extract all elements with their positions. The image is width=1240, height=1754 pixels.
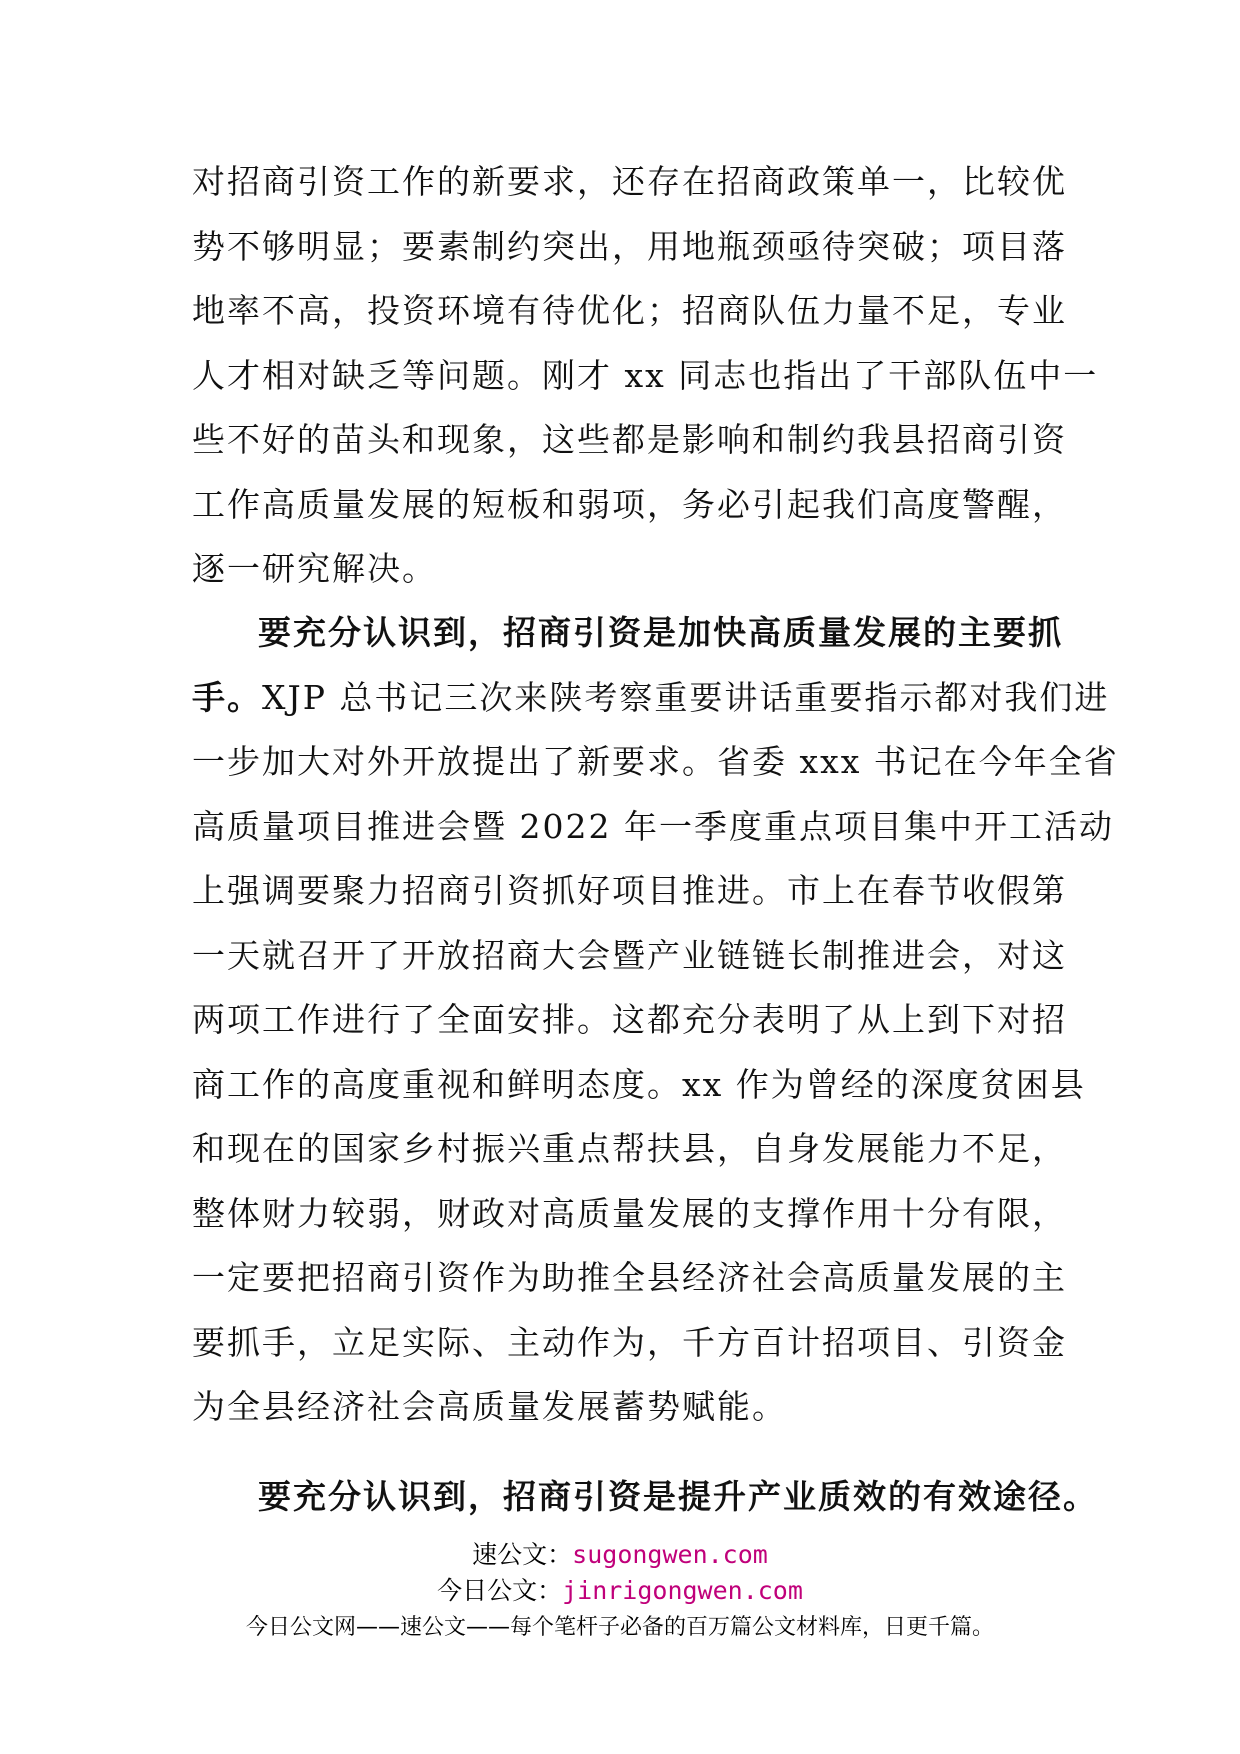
text-segment: XJP 总书记三次来陕考察重要讲话重要指示都对我们进 [262,677,1110,717]
paragraph-2 [192,601,1119,1440]
text-line: 一步加大对外开放提出了新要求。省委 xxx 书记在今年全省 [192,742,1119,781]
footer-link-sugongwen[interactable]: sugongwen.com [572,1540,768,1569]
footer-line-1 [0,1538,1240,1572]
text-line: 要抓手，立足实际、主动作为，千方百计招项目、引资金 [192,1322,1067,1362]
text-line: 为全县经济社会高质量发展蓄势赋能。 [192,1387,787,1426]
text-line: 高质量项目推进会暨 2022 年一季度重点项目集中开工活动 [192,806,1114,846]
footer-line-2 [0,1574,1240,1608]
text-line: 一天就召开了开放招商大会暨产业链链长制推进会，对这 [192,935,1067,975]
paragraph-3 [192,1465,1098,1530]
text-line: 整体财力较弱，财政对高质量发展的支撑作用十分有限， [192,1193,1067,1233]
text-line: 人才相对缺乏等问题。刚才 xx 同志也指出了干部队伍中一 [192,355,1099,395]
footer-label: 今日公文： [437,1576,563,1605]
text-line: 两项工作进行了全面安排。这都充分表明了从上到下对招 [192,1000,1067,1039]
text-line: 逐一研究解决。 [192,549,437,588]
text-line: 地率不高，投资环境有待优化；招商队伍力量不足，专业 [192,291,1067,330]
text-line: 一定要把招商引资作为助推全县经济社会高质量发展的主 [192,1258,1067,1297]
footer-link-jinrigongwen[interactable]: jinrigongwen.com [562,1576,803,1605]
text-line: 商工作的高度重视和鲜明态度。xx 作为曾经的深度贫困县 [192,1064,1086,1104]
footer-label: 速公文： [472,1540,573,1569]
paragraph-2-heading: 要充分认识到，招商引资是加快高质量发展的主要抓 [258,613,1063,652]
paragraph-2-heading-end: 手。 [192,677,262,717]
text-line [192,666,1110,731]
text-line: 工作高质量发展的短板和弱项，务必引起我们高度警醒， [192,484,1067,524]
text-line: 势不够明显；要素制约突出，用地瓶颈亟待突破；项目落 [192,226,1067,266]
text-line: 和现在的国家乡村振兴重点帮扶县，自身发展能力不足， [192,1129,1067,1168]
paragraph-3-heading: 要充分认识到，招商引资是提升产业质效的有效途径。 [258,1477,1098,1516]
paragraph-1 [192,150,1099,602]
text-line: 对招商引资工作的新要求，还存在招商政策单一，比较优 [192,162,1067,201]
text-line: 些不好的苗头和现象，这些都是影响和制约我县招商引资 [192,420,1067,459]
footer-line-3: 今日公文网——速公文——每个笔杆子必备的百万篇公文材料库，日更千篇。 [245,1615,994,1640]
text-line: 上强调要聚力招商引资抓好项目推进。市上在春节收假第 [192,871,1067,910]
